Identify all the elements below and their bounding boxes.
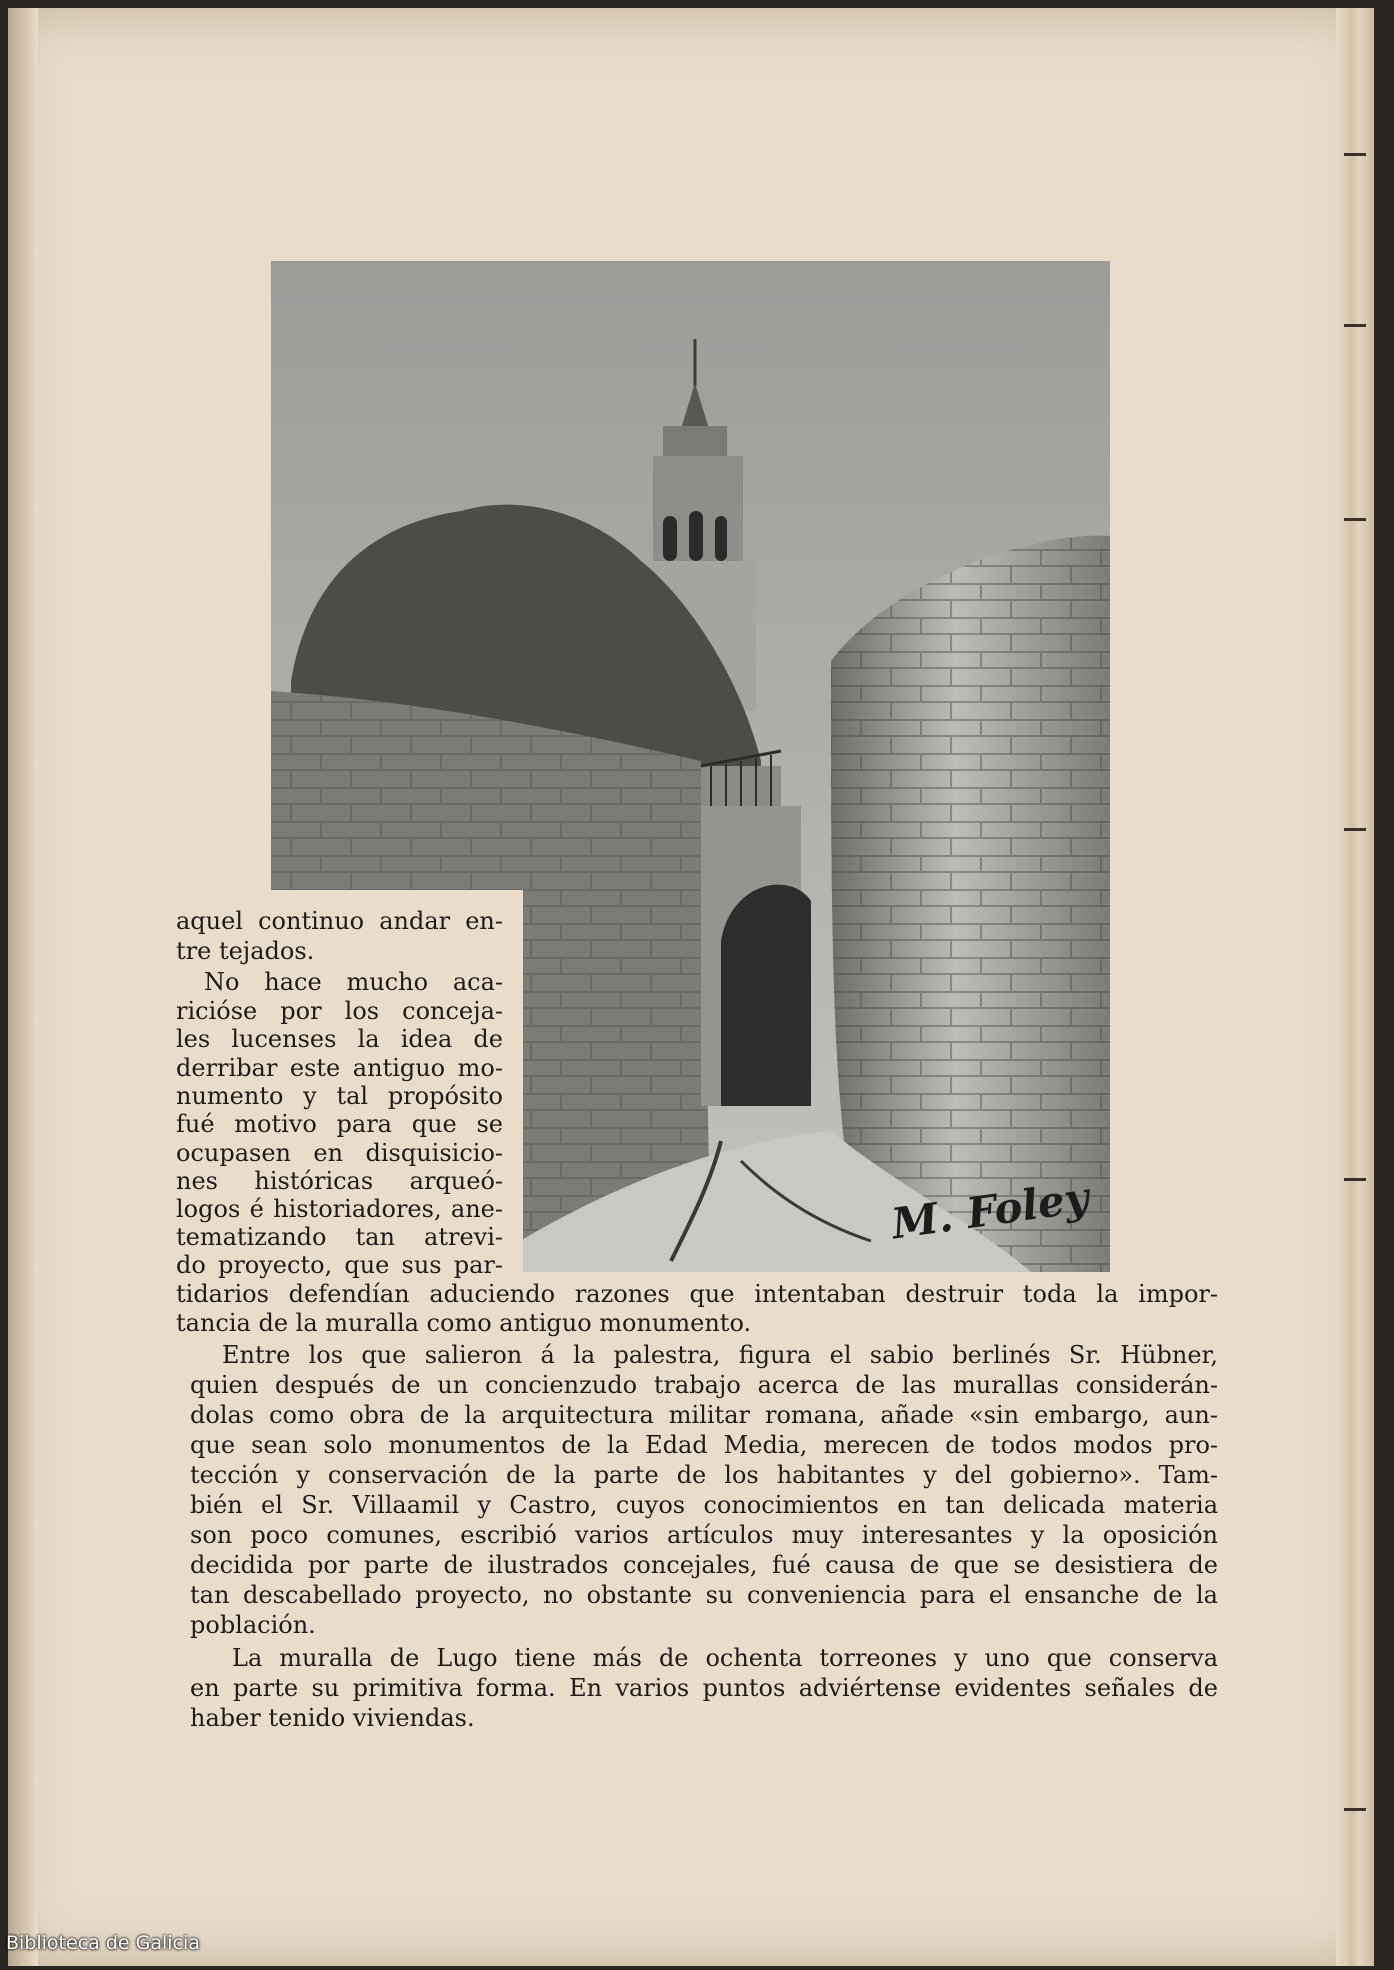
body-line: les lucenses la idea de — [176, 1025, 503, 1053]
body-line: ricióse por los conceja- — [176, 997, 503, 1025]
body-line: tre tejados. — [176, 937, 315, 965]
binding-stitch — [1344, 1808, 1366, 1811]
body-line: en parte su primitiva forma. En varios puntos adviértense evidentes señales de — [190, 1674, 1218, 1702]
body-line: Entre los que salieron á la palestra, figura el sabio berlinés Sr. Hübner, — [222, 1341, 1218, 1369]
page-gutter — [8, 8, 38, 1966]
body-line: bién el Sr. Villaamil y Castro, cuyos conocimientos en tan delicada materia — [190, 1491, 1218, 1519]
body-line: do proyecto, que sus par- — [176, 1251, 503, 1279]
binding-stitch — [1344, 828, 1366, 831]
body-line: numento y tal propósito — [176, 1082, 503, 1110]
body-line: derribar este antiguo mo- — [176, 1054, 503, 1082]
body-line: tección y conservación de la parte de los habitantes y del gobierno». Tam- — [190, 1461, 1218, 1489]
body-line: fué motivo para que se — [176, 1110, 503, 1138]
body-line: La muralla de Lugo tiene más de ochenta torreones y uno que conserva — [232, 1644, 1218, 1672]
body-line: tidarios defendían aduciendo razones que intentaban destruir toda la impor- — [176, 1280, 1218, 1308]
body-line: tancia de la muralla como antiguo monumento. — [176, 1309, 752, 1337]
body-line: tematizando tan atrevi- — [176, 1223, 503, 1251]
body-line: población. — [190, 1611, 316, 1639]
page-edge — [1336, 8, 1374, 1966]
body-line: que sean solo monumentos de la Edad Media, merecen de todos modos pro- — [190, 1431, 1218, 1459]
body-line: haber tenido viviendas. — [190, 1704, 475, 1732]
binding-stitch — [1344, 518, 1366, 521]
body-line: son poco comunes, escribió varios artículos muy interesantes y la oposición — [190, 1521, 1218, 1549]
artist-signature: M. Foley — [888, 1172, 1092, 1249]
body-line: aquel continuo andar en- — [176, 907, 503, 935]
book-page — [8, 8, 1374, 1966]
binding-stitch — [1344, 153, 1366, 156]
body-line: No hace mucho aca- — [204, 968, 503, 996]
body-line: ocupasen en disquisicio- — [176, 1139, 503, 1167]
body-line: logos é historiadores, ane- — [176, 1195, 503, 1223]
gate-archway — [721, 885, 811, 1106]
body-line: quien después de un concienzudo trabajo acerca de las murallas considerán- — [190, 1371, 1218, 1399]
body-line: nes históricas arqueó- — [176, 1167, 503, 1195]
body-line: tan descabellado proyecto, no obstante su conveniencia para el ensanche de la — [190, 1581, 1218, 1609]
library-watermark: Biblioteca de Galicia — [6, 1932, 200, 1954]
binding-stitch — [1344, 324, 1366, 327]
body-line: dolas como obra de la arquitectura militar romana, añade «sin embargo, aun- — [190, 1401, 1218, 1429]
binding-stitch — [1344, 1178, 1366, 1181]
body-line: decidida por parte de ilustrados concejales, fué causa de que se desistiera de — [190, 1551, 1218, 1579]
